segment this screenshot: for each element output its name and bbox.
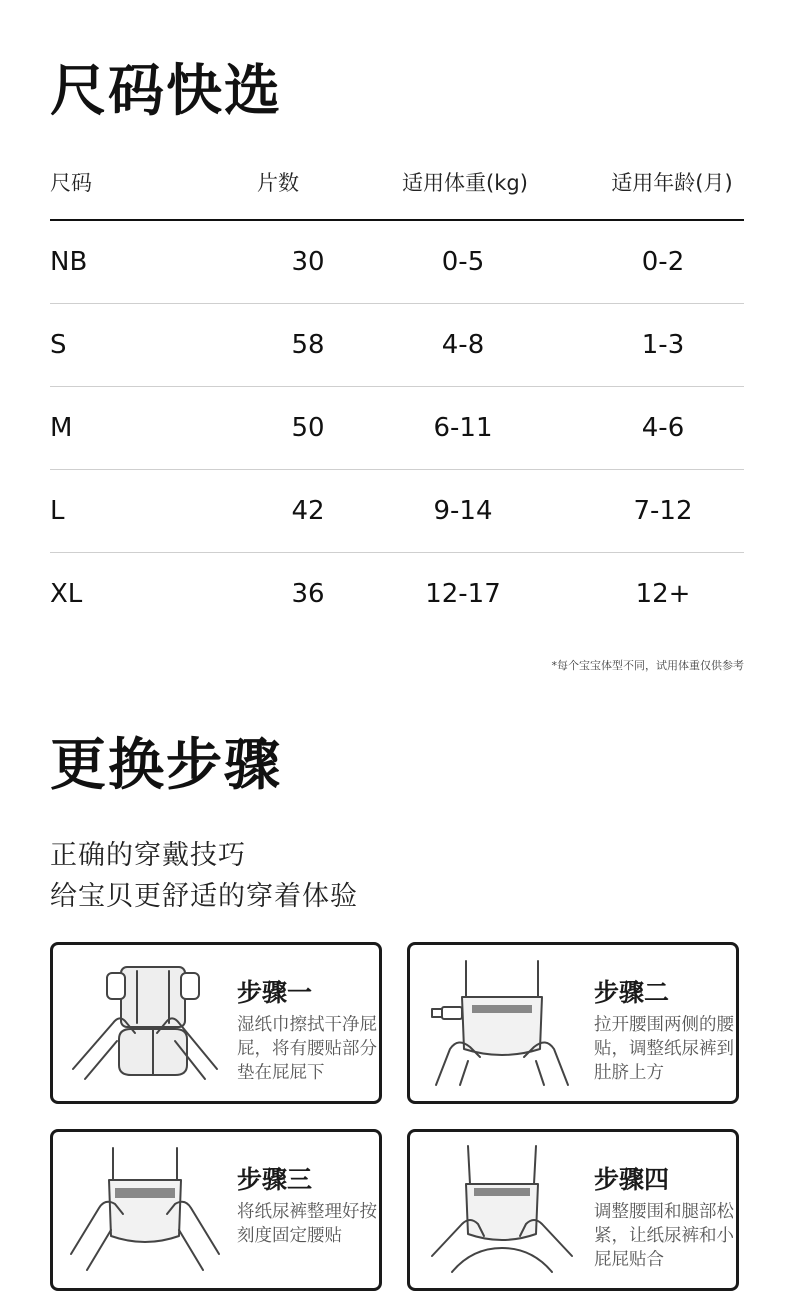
cell-size: NB xyxy=(50,247,88,277)
cell-weight: 4-8 xyxy=(441,330,485,360)
step-desc: 拉开腰围两侧的腰贴，调整纸尿裤到肚脐上方 xyxy=(594,1015,734,1083)
cell-count: 42 xyxy=(291,496,325,526)
table-row xyxy=(50,470,744,553)
header-count: 片数 xyxy=(257,171,299,195)
step-card-2 xyxy=(407,942,739,1104)
step-card-3 xyxy=(50,1129,382,1291)
size-section-title: 尺码快选 xyxy=(50,59,282,124)
cell-size: M xyxy=(50,413,73,443)
step-name: 步骤二 xyxy=(594,978,670,1007)
table-row xyxy=(50,387,744,470)
cell-count: 36 xyxy=(291,579,325,609)
size-table-header xyxy=(50,165,744,221)
steps-subtitle-line1: 正确的穿戴技巧 xyxy=(50,840,246,871)
cell-count: 30 xyxy=(291,247,325,277)
cell-size: S xyxy=(50,330,67,360)
cell-weight: 6-11 xyxy=(433,413,493,443)
step-name: 步骤一 xyxy=(237,978,313,1007)
cell-size: XL xyxy=(50,579,83,609)
pull-waist-tabs-icon xyxy=(422,957,582,1089)
steps-subtitle-line2: 给宝贝更舒适的穿着体验 xyxy=(50,881,358,912)
cell-age: 12+ xyxy=(635,579,691,609)
header-weight: 适用体重(kg) xyxy=(402,171,528,195)
step-desc: 将纸尿裤整理好按刻度固定腰贴 xyxy=(237,1202,377,1246)
step-name: 步骤四 xyxy=(594,1165,670,1194)
step-card-4 xyxy=(407,1129,739,1291)
table-row xyxy=(50,304,744,387)
cell-age: 7-12 xyxy=(633,496,693,526)
cell-age: 4-6 xyxy=(641,413,685,443)
table-row xyxy=(50,553,744,636)
step-name: 步骤三 xyxy=(237,1165,313,1194)
cell-age: 1-3 xyxy=(641,330,685,360)
cell-count: 50 xyxy=(291,413,325,443)
step-card-1 xyxy=(50,942,382,1104)
cell-weight: 9-14 xyxy=(433,496,493,526)
header-size: 尺码 xyxy=(50,171,92,195)
cell-weight: 12-17 xyxy=(425,579,501,609)
step-desc: 湿纸巾擦拭干净屁屁，将有腰贴部分垫在屁屁下 xyxy=(237,1015,377,1083)
adjust-leg-cuffs-icon xyxy=(422,1144,582,1276)
cell-age: 0-2 xyxy=(641,247,685,277)
steps-section-title: 更换步骤 xyxy=(50,733,282,798)
cell-count: 58 xyxy=(291,330,325,360)
size-table xyxy=(50,165,744,636)
size-note: *每个宝宝体型不同，试用体重仅供参考 xyxy=(551,659,744,672)
step-desc: 调整腰围和腿部松紧，让纸尿裤和小屁屁贴合 xyxy=(594,1202,734,1270)
diaper-under-bottom-icon xyxy=(65,957,225,1089)
fasten-tabs-icon xyxy=(65,1144,225,1276)
header-age: 适用年龄(月) xyxy=(611,171,733,195)
cell-weight: 0-5 xyxy=(441,247,485,277)
cell-size: L xyxy=(50,496,65,526)
table-row xyxy=(50,221,744,304)
